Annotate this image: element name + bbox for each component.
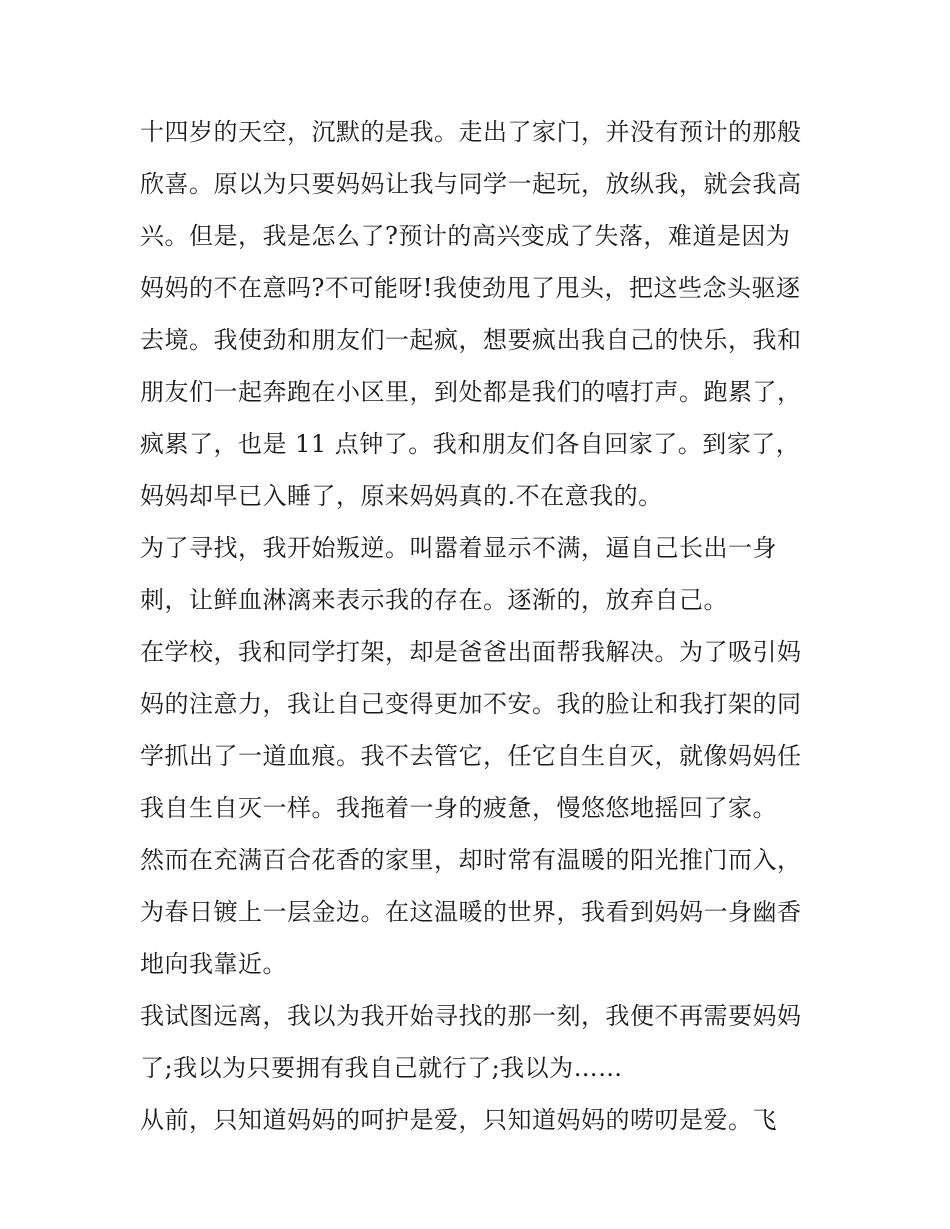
text-line: 然而在充满百合花香的家里，却时常有温暖的阳光推门而入，	[140, 846, 802, 874]
text-line: 在学校，我和同学打架，却是爸爸出面帮我解决。为了吸引妈	[140, 638, 802, 666]
text-line: 了;我以为只要拥有我自己就行了;我以为……	[140, 1054, 623, 1082]
text-line: 我试图远离，我以为我开始寻找的那一刻，我便不再需要妈妈	[140, 1002, 802, 1030]
body-text	[140, 106, 820, 1146]
text-line: 从前，只知道妈妈的呵护是爱，只知道妈妈的唠叨是爱。飞	[140, 1106, 777, 1134]
text-line: 为了寻找，我开始叛逆。叫嚣着显示不满，逼自己长出一身	[140, 534, 777, 562]
text-line: 为春日镀上一层金边。在这温暖的世界，我看到妈妈一身幽香	[140, 898, 802, 926]
text-line: 朋友们一起奔跑在小区里，到处都是我们的嘻打声。跑累了，	[140, 378, 802, 406]
text-line: 十四岁的天空，沉默的是我。走出了家门，并没有预计的那般	[140, 118, 802, 146]
text-line: 兴。但是，我是怎么了?预计的高兴变成了失落，难道是因为	[140, 222, 791, 250]
text-line: 刺，让鲜血淋漓来表示我的存在。逐渐的，放弃自己。	[140, 586, 728, 614]
text-line: 欣喜。原以为只要妈妈让我与同学一起玩，放纵我，就会我高	[140, 170, 802, 198]
text-line: 去境。我使劲和朋友们一起疯，想要疯出我自己的快乐，我和	[140, 326, 802, 354]
text-line: 我自生自灭一样。我拖着一身的疲惫，慢悠悠地摇回了家。	[140, 794, 777, 822]
text-line: 疯累了，也是 11 点钟了。我和朋友们各自回家了。到家了，	[140, 430, 801, 458]
text-line: 学抓出了一道血痕。我不去管它，任它自生自灭，就像妈妈任	[140, 742, 802, 770]
text-line: 地向我靠近。	[140, 950, 287, 978]
text-line: 妈妈却早已入睡了，原来妈妈真的.不在意我的。	[140, 482, 663, 510]
text-line: 妈妈的不在意吗?不可能呀!我使劲甩了甩头，把这些念头驱逐	[140, 274, 801, 302]
text-line: 妈的注意力，我让自己变得更加不安。我的脸让和我打架的同	[140, 690, 802, 718]
